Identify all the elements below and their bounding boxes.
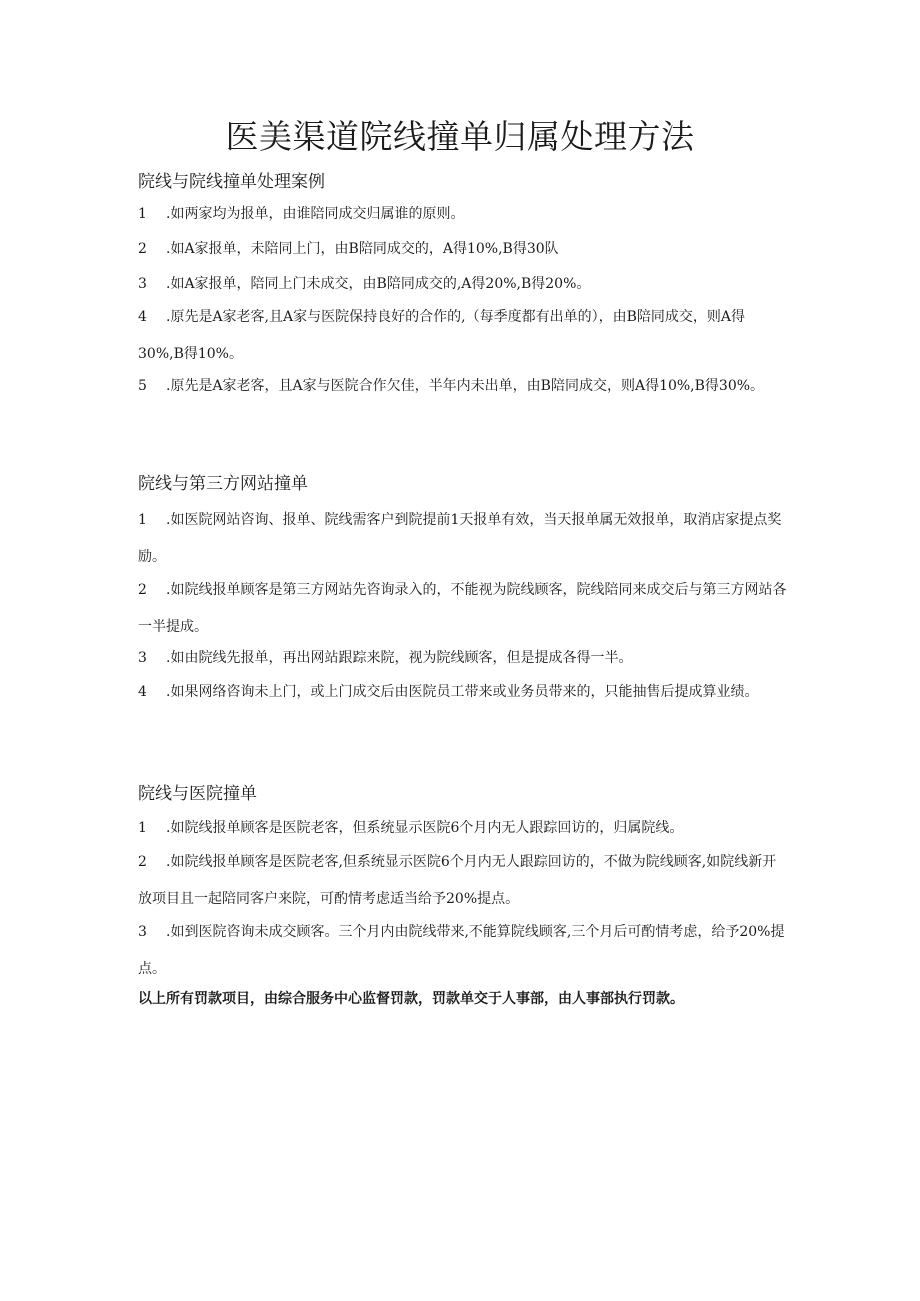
item-number: 3 (138, 650, 147, 666)
document-title: 医美渠道院线撞单归属处理方法 (225, 117, 695, 156)
list-item (138, 502, 788, 576)
item-number: 4 (138, 309, 147, 325)
section-heading-hospital-vs-third-party: 院线与第三方网站撞单 (138, 474, 308, 494)
item-number: 4 (138, 684, 147, 700)
item-number: 2 (138, 854, 147, 870)
item-text: .如院线报单顾客是医院老客，但系统显示医院6个月内无人跟踪回访的，归属院线。 (166, 820, 684, 836)
footer-penalty-note: 以上所有罚款项目，由综合服务中心监督罚款，罚款单交于人事部，由人事部执行罚款。 (138, 991, 684, 1007)
list-item (138, 572, 788, 646)
list-item (138, 266, 788, 303)
item-number: 1 (138, 820, 147, 836)
item-number: 3 (138, 276, 147, 292)
item-text: .原先是A家老客,且A家与医院保持良好的合作的,（每季度都有出单的），由B陪同成交，则A得30%,B得10%。 (138, 309, 745, 362)
list-item (138, 674, 788, 711)
item-text: .如由院线先报单，再出网站跟踪来院，视为院线顾客，但是提成各得一半。 (166, 650, 633, 666)
item-number: 1 (138, 206, 147, 222)
item-text: .原先是A家老客，且A家与医院合作欠佳，半年内未出单，由B陪同成交，则A得10%,B得30%。 (166, 378, 765, 394)
list-item (138, 368, 788, 405)
item-text: .如果网络咨询未上门，或上门成交后由医院员工带来或业务员带来的，只能抽售后提成算业绩。 (166, 684, 759, 700)
item-text: .如院线报单顾客是第三方网站先咨询录入的，不能视为院线顾客，院线陪同来成交后与第三方网站各一半提成。 (138, 582, 787, 635)
list-item (138, 196, 788, 233)
item-number: 5 (138, 378, 147, 394)
section-heading-hospital-vs-clinic: 院线与医院撞单 (138, 784, 257, 804)
item-number: 2 (138, 582, 147, 598)
item-number: 2 (138, 241, 147, 257)
item-number: 1 (138, 512, 147, 528)
item-text: .如院线报单顾客是医院老客,但系统显示医院6个月内无人跟踪回访的，不做为院线顾客,如院线新开放项目且一起陪同客户来院，可酌情考虑适当给予20%提点。 (138, 854, 777, 907)
list-item (138, 640, 788, 677)
list-item (138, 810, 788, 847)
item-number: 3 (138, 924, 147, 940)
section-heading-hospital-vs-hospital: 院线与院线撞单处理案例 (138, 172, 325, 192)
item-text: .如到医院咨询未成交顾客。三个月内由院线带来,不能算院线顾客,三个月后可酌情考虑，给予20%提点。 (138, 924, 785, 977)
list-item (138, 844, 788, 918)
item-text: .如医院网站咨询、报单、院线需客户到院提前1天报单有效，当天报单属无效报单，取消店家提点奖励。 (138, 512, 782, 565)
item-text: .如A家报单，未陪同上门，由B陪同成交的，A得10%,B得30队 (166, 241, 559, 257)
item-text: .如两家均为报单，由谁陪同成交归属谁的原则。 (166, 206, 465, 222)
list-item (138, 914, 788, 988)
list-item (138, 299, 788, 373)
list-item (138, 231, 788, 268)
item-text: .如A家报单，陪同上门未成交，由B陪同成交的,A得20%,B得20%。 (166, 276, 591, 292)
